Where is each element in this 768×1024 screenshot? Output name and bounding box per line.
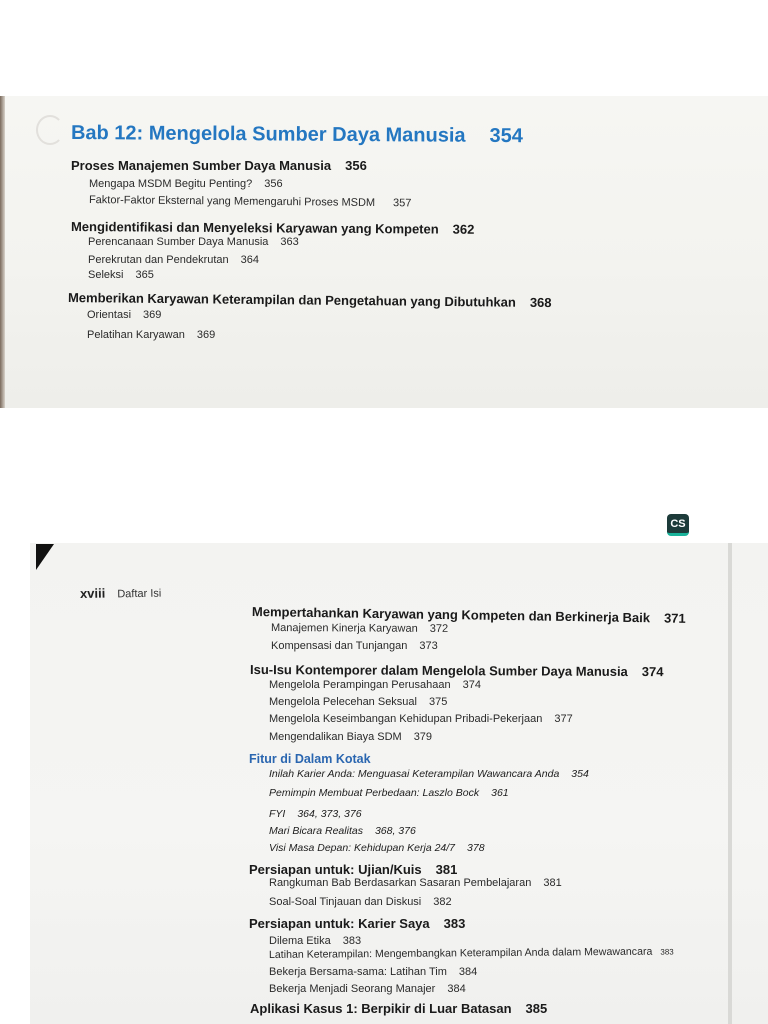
toc-item [271,622,448,635]
feature-item [269,842,485,854]
section-page: 385 [525,1001,548,1016]
corner-mark-icon [36,544,54,570]
toc-item [89,178,283,190]
item-label: Perekrutan dan Pendekrutan [88,254,229,266]
chapter-page: 354 [489,124,524,148]
item-page: 379 [413,731,433,743]
item-label: Mengelola Keseimbangan Kehidupan Pribadi-Pekerjaan [269,713,543,725]
item-page: 368, 376 [374,825,416,837]
item-label: Dilema Etika [269,935,331,947]
item-page: 375 [429,696,448,708]
item-page: 383 [660,947,674,957]
running-header [80,584,162,603]
item-page: 378 [467,842,485,854]
item-page: 383 [342,935,362,947]
section-page: 371 [663,610,686,626]
item-page: 373 [419,640,438,652]
badge-label: CS [670,517,686,530]
toc-item [269,679,481,691]
toc-section-heading [249,916,465,931]
item-label: Latihan Keterampilan: Mengembangkan Keterampilan Anda dalam Mewawancara [268,945,653,961]
item-page: 354 [571,768,589,780]
toc-item [269,696,447,708]
section-title: Aplikasi Kasus 1: Berpikir di Luar Batasan [250,1001,512,1016]
item-page: 369 [143,309,162,321]
item-label: Mengendalikan Biaya SDM [269,731,402,743]
item-label: Manajemen Kinerja Karyawan [270,622,418,635]
item-label: Orientasi [87,309,132,321]
section-title: Proses Manajemen Sumber Daya Manusia [71,158,332,173]
toc-section-heading [250,662,664,679]
toc-item [269,713,573,725]
toc-item [269,877,562,889]
feature-item [269,787,509,799]
item-label: FYI [269,808,286,820]
item-page: 363 [280,236,299,248]
section-title: Memberikan Karyawan Keterampilan dan Pengetahuan yang Dibutuhkan [67,290,516,310]
item-label: Visi Masa Depan: Kehidupan Kerja 24/7 [269,842,456,854]
toc-item [269,935,361,947]
item-label: Pelatihan Karyawan [87,329,185,341]
item-page: 372 [429,622,449,635]
page-edge-shadow [0,96,5,408]
toc-item [87,309,161,321]
item-label: Mengapa MSDM Begitu Penting? [89,178,253,190]
toc-item [88,236,299,248]
toc-item [269,896,452,908]
toc-item [88,254,259,266]
toc-section-heading [71,158,367,173]
item-page: 374 [462,679,481,691]
section-page: 374 [641,664,664,680]
item-label: Mengelola Pelecehan Seksual [269,696,417,708]
item-page: 384 [458,966,478,978]
item-label: Soal-Soal Tinjauan dan Diskusi [269,896,422,908]
section-page: 356 [345,158,367,173]
chapter-heading [71,122,523,148]
swirl-decoration-icon [36,115,64,145]
item-page: 356 [264,178,283,190]
item-page: 364 [240,254,260,266]
item-label: Inilah Karier Anda: Menguasai Keterampilan Wawancara Anda [269,768,560,780]
item-page: 364, 373, 376 [297,808,362,820]
toc-item [87,329,215,341]
item-label: Perencanaan Sumber Daya Manusia [88,236,269,248]
toc-item [269,966,477,978]
feature-item [269,768,589,780]
toc-item [88,269,154,281]
section-page: 381 [435,862,458,877]
section-title: Mempertahankan Karyawan yang Kompeten dan Berkinerja Baik [251,604,651,626]
item-label: Mengelola Perampingan Perusahaan [269,679,451,691]
chapter-title: Bab 12: Mengelola Sumber Daya Manusia [70,122,466,147]
item-label: Faktor-Faktor Eksternal yang Memengaruhi Proses MSDM [88,194,376,209]
item-page: 377 [554,713,573,725]
item-page: 361 [491,787,509,799]
item-label: Kompensasi dan Tunjangan [271,640,408,652]
camscanner-badge-icon [667,514,689,536]
item-label: Rangkuman Bab Berdasarkan Sasaran Pembelajaran [269,877,532,889]
toc-item [269,983,466,995]
running-header-title: Daftar Isi [117,587,162,601]
feature-item [269,808,362,820]
item-page: 357 [393,197,412,210]
toc-section-heading [250,1001,547,1016]
item-label: Bekerja Menjadi Seorang Manajer [269,983,436,995]
section-page: 368 [529,294,552,311]
toc-item [271,640,438,652]
section-title: Isu-Isu Kontemporer dalam Mengelola Sumber Daya Manusia [249,662,628,679]
item-page: 382 [433,896,452,908]
toc-section-heading [249,862,457,877]
item-label: Bekerja Bersama-sama: Latihan Tim [269,966,447,978]
page-number: xviii [79,585,106,601]
feature-box-heading: Fitur di Dalam Kotak [249,752,371,766]
item-page: 381 [543,877,562,889]
toc-item [269,731,432,743]
item-page: 369 [196,329,216,341]
item-label: Seleksi [88,269,124,281]
section-title: Persiapan untuk: Ujian/Kuis [249,862,422,877]
page-edge-right [728,543,732,1024]
feature-item [269,825,416,837]
section-title: Mengidentifikasi dan Menyeleksi Karyawan yang Kompeten [70,219,439,237]
item-label: Pemimpin Membuat Perbedaan: Laszlo Bock [269,787,480,799]
toc-section-heading [71,219,475,237]
section-title: Persiapan untuk: Karier Saya [249,916,430,931]
item-page: 365 [135,269,154,281]
section-page: 362 [452,221,475,237]
item-page: 384 [447,983,466,995]
item-label: Mari Bicara Realitas [269,825,363,837]
section-page: 383 [443,916,466,931]
